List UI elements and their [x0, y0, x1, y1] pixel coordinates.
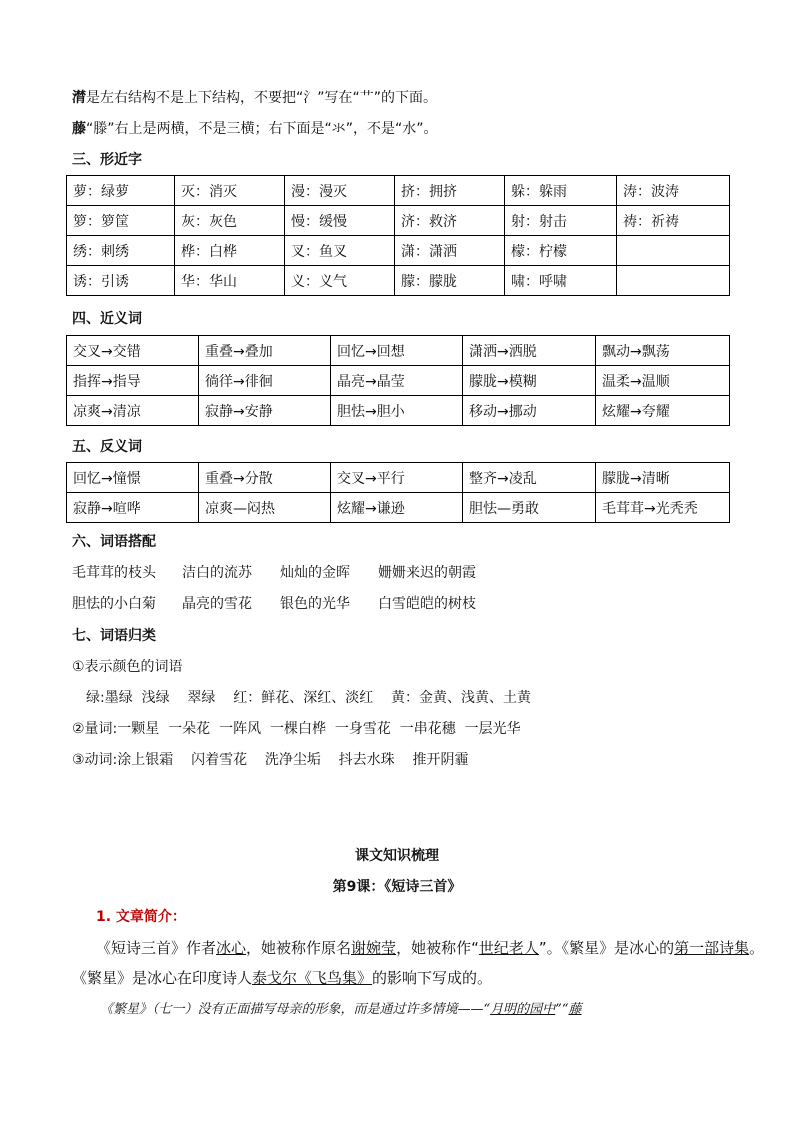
honorific-title: 世纪老人: [478, 939, 539, 957]
table-row: [67, 176, 730, 206]
collocation-item: 晶亮的雪花: [182, 596, 252, 612]
note-line-2: [72, 119, 438, 139]
p1-text: 《短诗三首》作者: [96, 939, 217, 957]
p1-text: 。: [749, 939, 765, 957]
table-row: [67, 366, 730, 396]
intro-heading: [96, 907, 186, 927]
synonym-cell: 温柔→温顺: [596, 366, 730, 396]
similar-char-cell: 灰：灰色: [175, 206, 285, 236]
p3-text: 《繁星》（七一）没有正面描写母亲的形象，而是通过许多情境——“: [100, 1002, 491, 1017]
antonym-cell: 回忆→憧憬: [67, 463, 199, 493]
similar-char-cell: 挤：拥挤: [395, 176, 505, 206]
collocation-item: 银色的光华: [280, 596, 350, 612]
section-antonyms-heading: 五、反义词: [72, 439, 142, 455]
table-row: [67, 266, 730, 296]
similar-chars-table: [66, 175, 730, 296]
note-char-2: 藤: [72, 121, 86, 137]
p2-text: 的影响下写成的。: [372, 969, 493, 987]
table-row: [67, 336, 730, 366]
similar-char-cell: 济：救济: [395, 206, 505, 236]
antonym-cell: 交叉→平行: [331, 463, 463, 493]
synonym-cell: 朦胧→模糊: [463, 366, 596, 396]
similar-char-cell: 檬：柠檬: [505, 236, 617, 266]
synonym-cell: 回忆→回想: [331, 336, 463, 366]
section-similar-chars-heading: 三、形近字: [72, 152, 142, 168]
intro-heading-text: 1. 文章简介：: [96, 909, 186, 925]
section-synonyms-heading: 四、近义词: [72, 311, 142, 327]
p1-text: ”。《繁星》是冰心的: [538, 939, 675, 957]
table-row: [67, 493, 730, 523]
synonym-cell: 晶亮→晶莹: [331, 366, 463, 396]
note-char-1: 潸: [72, 90, 86, 106]
similar-char-cell: 啸：呼啸: [505, 266, 617, 296]
note-text-2: “滕”右上是两横，不是三横；右下面是“氺”，不是“水”。: [86, 121, 438, 137]
similar-char-cell: 桦：白桦: [175, 236, 285, 266]
synonym-cell: 潇洒→洒脱: [463, 336, 596, 366]
note-line-1: [72, 88, 437, 108]
synonym-cell: 凉爽→清凉: [67, 396, 199, 426]
original-name: 谢婉莹: [351, 939, 397, 957]
antonym-cell: 炫耀→谦逊: [331, 493, 463, 523]
synonym-cell: 徜徉→徘徊: [199, 366, 331, 396]
synonym-cell: 飘动→飘荡: [596, 336, 730, 366]
antonym-cell: 寂静→喧哗: [67, 493, 199, 523]
synonym-cell: 胆怯→胆小: [331, 396, 463, 426]
similar-char-cell: 涛：波涛: [617, 176, 730, 206]
category-measure-line: ②量词:一颗星 一朵花 一阵风 一棵白桦 一身雪花 一串花穗 一层光华: [72, 721, 521, 737]
similar-char-cell: [617, 236, 730, 266]
table-row: [67, 396, 730, 426]
similar-char-cell: 躲：躲雨: [505, 176, 617, 206]
antonym-cell: 整齐→凌乱: [463, 463, 596, 493]
p1-text: ，她被称作原名: [246, 939, 352, 957]
table-row: [67, 236, 730, 266]
lesson-title: 第9课：《短诗三首》: [332, 879, 462, 895]
scene-2: 藤: [568, 1002, 582, 1017]
antonym-cell: 毛茸茸→光秃秃: [596, 493, 730, 523]
similar-char-cell: 朦：朦胧: [395, 266, 505, 296]
antonym-cell: 朦胧→清晰: [596, 463, 730, 493]
intro-paragraph-2: [72, 968, 492, 988]
similar-char-cell: 慢：缓慢: [285, 206, 395, 236]
similar-char-cell: 灭：消灭: [175, 176, 285, 206]
synonym-cell: 炫耀→夸耀: [596, 396, 730, 426]
antonym-cell: 胆怯—勇敢: [463, 493, 596, 523]
similar-char-cell: 华：华山: [175, 266, 285, 296]
influence-source: 泰戈尔《飞鸟集》: [252, 969, 373, 987]
similar-char-cell: 萝：绿萝: [67, 176, 175, 206]
antonym-cell: 凉爽—闷热: [199, 493, 331, 523]
category-verb-line: ③动词:涂上银霜 闪着雪花 洗净尘垢 抖去水珠 推开阴霾: [72, 752, 469, 768]
collocation-item: 灿灿的金晖: [280, 565, 350, 581]
p3-text: ”“: [555, 1002, 569, 1017]
similar-char-cell: 漫：漫灭: [285, 176, 395, 206]
table-row: [67, 463, 730, 493]
collocation-item: 毛茸茸的枝头: [72, 565, 156, 581]
collocation-item: 胆怯的小白菊: [72, 596, 156, 612]
similar-char-cell: 义：义气: [285, 266, 395, 296]
similar-char-cell: 诱：引诱: [67, 266, 175, 296]
collocation-item: 白雪皑皑的树枝: [378, 596, 476, 612]
intro-paragraph-1: [96, 938, 764, 958]
collocation-item: 洁白的流苏: [182, 565, 252, 581]
category-color-title: ①表示颜色的词语: [72, 659, 183, 675]
summary-title: 课文知识梳理: [355, 848, 439, 864]
similar-char-cell: 叉：鱼叉: [285, 236, 395, 266]
similar-char-cell: 潇：潇洒: [395, 236, 505, 266]
synonym-cell: 移动→挪动: [463, 396, 596, 426]
similar-char-cell: [617, 266, 730, 296]
synonym-cell: 交叉→交错: [67, 336, 199, 366]
collocation-row-1: [72, 563, 476, 583]
section-collocations-heading: 六、词语搭配: [72, 534, 156, 550]
synonym-cell: 寂静→安静: [199, 396, 331, 426]
p1-text: ，她被称作“: [396, 939, 479, 957]
author-name: 冰心: [216, 939, 247, 957]
p2-text: 《繁星》是冰心在印度诗人: [72, 969, 253, 987]
similar-char-cell: 射：射击: [505, 206, 617, 236]
similar-char-cell: 箩：箩筐: [67, 206, 175, 236]
collocation-item: 姗姗来迟的朝霞: [378, 565, 476, 581]
table-row: [67, 206, 730, 236]
synonym-cell: 指挥→指导: [67, 366, 199, 396]
synonym-cell: 重叠→叠加: [199, 336, 331, 366]
synonyms-table: [66, 335, 730, 426]
first-collection: 第一部诗集: [674, 939, 750, 957]
scene-1: 月明的园中: [490, 1002, 556, 1017]
antonym-cell: 重叠→分散: [199, 463, 331, 493]
similar-char-cell: 绣：刺绣: [67, 236, 175, 266]
note-text-1: 是左右结构不是上下结构，不要把“氵”写在“艹”的下面。: [86, 90, 438, 106]
collocation-row-2: [72, 594, 476, 614]
intro-paragraph-3: [100, 1000, 581, 1020]
category-color-line: 绿:墨绿 浅绿 翠绿 红：鲜花、深红、淡红 黄：金黄、浅黄、土黄: [86, 690, 532, 706]
antonyms-table: [66, 462, 730, 523]
section-categories-heading: 七、词语归类: [72, 628, 156, 644]
similar-char-cell: 祷：祈祷: [617, 206, 730, 236]
